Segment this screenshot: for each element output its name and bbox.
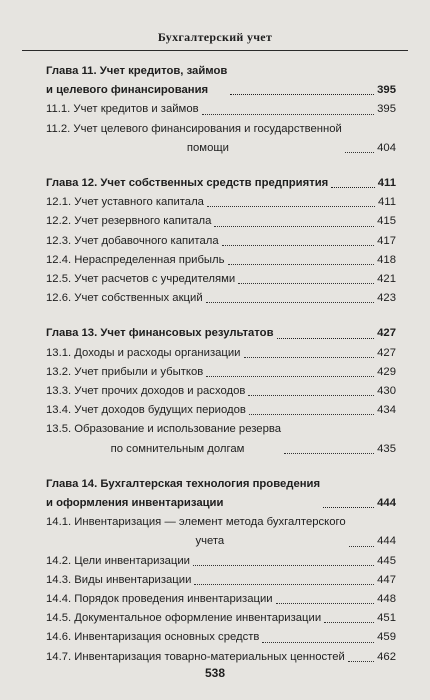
toc-entry-line1: 11.1. Учет кредитов и займов — [46, 103, 199, 116]
chapter-title — [46, 174, 328, 193]
dot-leader — [207, 206, 375, 207]
toc-entry-page-number: 447 — [377, 573, 396, 586]
toc-entry-title — [46, 344, 241, 363]
toc-entry-line1: 12.6. Учет собственных акций — [46, 292, 203, 305]
dot-leader — [277, 338, 375, 339]
dot-leader — [206, 302, 375, 303]
toc-entry-title — [46, 401, 246, 420]
chapter-page-number: 444 — [377, 497, 396, 510]
toc-entry-line2: по сомнительным долгам — [110, 442, 245, 455]
chapter-title-line1: Глава 12. Учет собственных средств предприятия — [46, 177, 329, 190]
toc-entry-line1: 12.1. Учет уставного капитала — [46, 196, 204, 209]
toc-entry[interactable] — [46, 513, 396, 551]
toc-entry[interactable] — [46, 552, 396, 571]
chapter-block — [46, 62, 396, 158]
toc-entry-page-number: 451 — [377, 612, 396, 625]
chapter-block — [46, 475, 396, 667]
table-of-contents — [46, 62, 396, 683]
toc-entry[interactable] — [46, 289, 396, 308]
toc-entry-line1: 14.2. Цели инвентаризации — [46, 554, 190, 567]
dot-leader — [194, 584, 374, 585]
chapter-title-line1: Глава 13. Учет финансовых результатов — [46, 327, 274, 340]
toc-entry-page-number: 435 — [377, 442, 396, 455]
chapter-title — [46, 62, 227, 100]
toc-entry-title — [46, 628, 259, 647]
chapter-title — [46, 475, 320, 513]
toc-entry-title — [46, 232, 219, 251]
dot-leader — [331, 187, 374, 188]
toc-entry-title — [46, 609, 321, 628]
dot-leader — [238, 283, 374, 284]
chapter-page-number: 395 — [377, 84, 396, 97]
toc-entry-line1: 13.2. Учет прибыли и убытков — [46, 365, 204, 378]
toc-entry-title — [46, 120, 342, 158]
page-number: 538 — [204, 666, 226, 680]
dot-leader — [276, 603, 375, 604]
toc-entry-line1: 13.5. Образование и использование резерва — [46, 423, 282, 436]
toc-entry-page-number: 430 — [377, 385, 396, 398]
toc-entry[interactable] — [46, 232, 396, 251]
toc-entry-line1: 12.3. Учет добавочного капитала — [46, 234, 219, 247]
toc-entry-page-number: 417 — [377, 234, 396, 247]
dot-leader — [244, 357, 375, 358]
toc-entry[interactable] — [46, 193, 396, 212]
toc-entry-line1: 12.4. Нераспределенная прибыль — [46, 253, 225, 266]
chapter-block — [46, 174, 396, 308]
dot-leader — [230, 94, 374, 95]
toc-entry[interactable] — [46, 251, 396, 270]
toc-entry-title — [46, 382, 245, 401]
dot-leader — [262, 642, 374, 643]
header-rule — [22, 50, 408, 51]
toc-entry-line1: 12.2. Учет резервного капитала — [46, 215, 212, 228]
toc-entry-title — [46, 289, 203, 308]
toc-entry-title — [46, 420, 281, 458]
toc-entry[interactable] — [46, 590, 396, 609]
toc-entry[interactable] — [46, 270, 396, 289]
toc-entry-title — [46, 270, 235, 289]
toc-entry-page-number: 445 — [377, 554, 396, 567]
dot-leader — [249, 414, 374, 415]
dot-leader — [222, 245, 375, 246]
chapter-title-line1: Глава 14. Бухгалтерская технология проведения — [46, 477, 321, 490]
toc-entry-line1: 13.3. Учет прочих доходов и расходов — [46, 385, 246, 398]
toc-entry-page-number: 421 — [377, 273, 396, 286]
chapter-title-line2: и целевого финансирования — [46, 84, 209, 97]
toc-entry-page-number: 434 — [377, 404, 396, 417]
toc-entry[interactable] — [46, 120, 396, 158]
toc-entry-title — [46, 571, 191, 590]
dot-leader — [323, 507, 374, 508]
chapter-heading[interactable] — [46, 324, 396, 343]
toc-entry-title — [46, 193, 204, 212]
toc-entry-title — [46, 648, 345, 667]
chapter-block — [46, 324, 396, 458]
toc-entry[interactable] — [46, 571, 396, 590]
toc-entry-page-number: 429 — [377, 365, 396, 378]
toc-entry-page-number: 448 — [377, 593, 396, 606]
dot-leader — [348, 661, 374, 662]
toc-entry-title — [46, 552, 190, 571]
toc-entry-page-number: 404 — [377, 141, 396, 154]
toc-entry-page-number: 395 — [377, 103, 396, 116]
toc-entry-line1: 12.5. Учет расчетов с учредителями — [46, 273, 236, 286]
dot-leader — [248, 395, 374, 396]
toc-entry[interactable] — [46, 212, 396, 231]
toc-entry-title — [46, 251, 225, 270]
toc-entry-title — [46, 212, 211, 231]
toc-entry[interactable] — [46, 609, 396, 628]
toc-entry-line1: 13.1. Доходы и расходы организации — [46, 346, 241, 359]
toc-entry-title — [46, 590, 273, 609]
dot-leader — [345, 152, 374, 153]
toc-entry[interactable] — [46, 100, 396, 119]
toc-entry-line1: 14.1. Инвентаризация — элемент метода бухгалтерского — [46, 516, 346, 529]
toc-entry-page-number: 444 — [377, 535, 396, 548]
toc-entry-line1: 14.4. Порядок проведения инвентаризации — [46, 593, 273, 606]
toc-entry-page-number: 415 — [377, 215, 396, 228]
toc-entry-line2: помощи — [186, 141, 229, 154]
toc-entry[interactable] — [46, 401, 396, 420]
dot-leader — [284, 453, 374, 454]
chapter-heading[interactable] — [46, 62, 396, 100]
dot-leader — [202, 114, 375, 115]
toc-entry-line1: 11.2. Учет целевого финансирования и государственной — [46, 122, 342, 135]
toc-entry[interactable] — [46, 382, 396, 401]
chapter-title-line2: и оформления инвентаризации — [46, 497, 224, 510]
toc-entry-title — [46, 513, 346, 551]
toc-entry-line1: 14.5. Документальное оформление инвентаризации — [46, 612, 322, 625]
toc-entry-page-number: 423 — [377, 292, 396, 305]
chapter-heading[interactable] — [46, 174, 396, 193]
toc-entry-line1: 14.7. Инвентаризация товарно-материальных ценностей — [46, 650, 345, 663]
dot-leader — [206, 376, 374, 377]
toc-entry-line1: 14.3. Виды инвентаризации — [46, 573, 192, 586]
toc-entry-line1: 14.6. Инвентаризация основных средств — [46, 631, 260, 644]
toc-entry-page-number: 427 — [377, 346, 396, 359]
toc-entry-page-number: 411 — [377, 196, 396, 209]
chapter-heading[interactable] — [46, 475, 396, 513]
dot-leader — [324, 622, 374, 623]
dot-leader — [228, 264, 375, 265]
dot-leader — [193, 565, 374, 566]
dot-leader — [349, 546, 374, 547]
toc-entry-title — [46, 100, 199, 119]
toc-entry[interactable] — [46, 648, 396, 667]
toc-entry-line1: 13.4. Учет доходов будущих периодов — [46, 404, 246, 417]
toc-entry-line2: учета — [195, 535, 225, 548]
dot-leader — [214, 226, 374, 227]
running-head: Бухгалтерский учет — [157, 30, 273, 44]
toc-entry-page-number: 459 — [377, 631, 396, 644]
chapter-page-number: 411 — [377, 177, 396, 190]
toc-entry[interactable] — [46, 344, 396, 363]
toc-entry-page-number: 418 — [377, 253, 396, 266]
chapter-page-number: 427 — [377, 327, 396, 340]
toc-entry[interactable] — [46, 628, 396, 647]
toc-entry[interactable] — [46, 363, 396, 382]
chapter-title-line1: Глава 11. Учет кредитов, займов — [46, 65, 228, 77]
toc-entry-title — [46, 363, 203, 382]
toc-entry-page-number: 462 — [377, 650, 396, 663]
toc-entry[interactable] — [46, 420, 396, 458]
chapter-title — [46, 324, 274, 343]
